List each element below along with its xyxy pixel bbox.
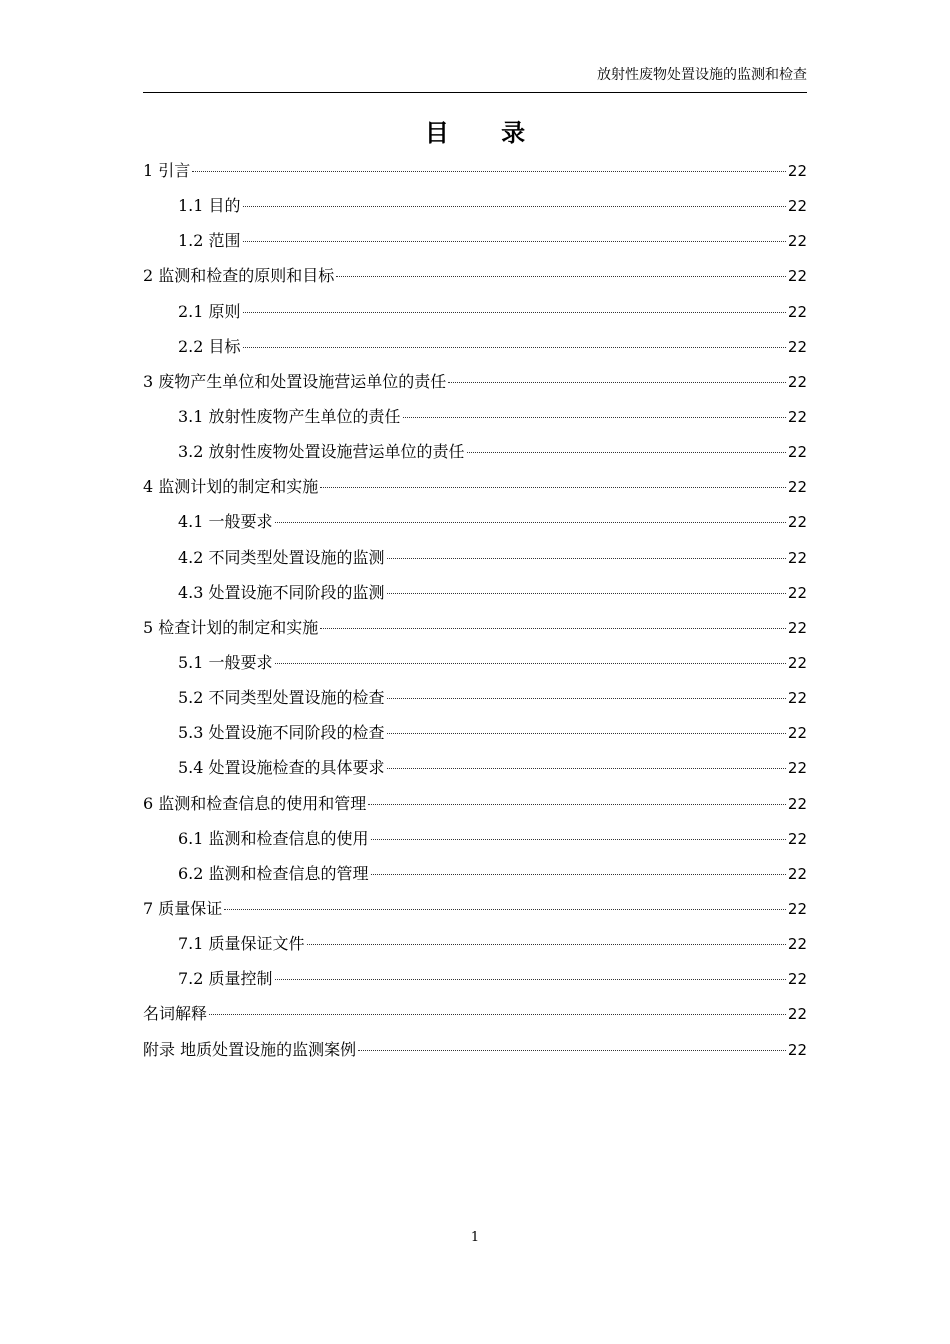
toc-entry-page: 22 (787, 1040, 807, 1059)
toc-entry-label: 4 监测计划的制定和实施 (143, 477, 319, 497)
toc-entry-page: 22 (787, 899, 807, 918)
toc-entry-page: 22 (787, 443, 807, 462)
toc-entry-label: 6.1 监测和检查信息的使用 (178, 828, 369, 848)
toc-dot-leader (387, 733, 786, 734)
toc-entry-page: 22 (787, 864, 807, 883)
toc-entry[interactable] (143, 504, 807, 539)
toc-dot-leader (192, 171, 786, 172)
toc-entry-label: 1.1 目的 (178, 196, 241, 216)
toc-entry-label: 5.4 处置设施检查的具体要求 (178, 758, 385, 778)
toc-entry-label: 4.1 一般要求 (178, 512, 273, 532)
table-of-contents (143, 153, 807, 1067)
toc-entry-page: 22 (787, 1005, 807, 1024)
toc-entry-label: 7 质量保证 (143, 898, 223, 918)
toc-entry-page: 22 (787, 232, 807, 251)
toc-entry[interactable] (143, 399, 807, 434)
toc-entry-page: 22 (787, 407, 807, 426)
toc-entry[interactable] (143, 926, 807, 961)
toc-dot-leader (243, 206, 786, 207)
toc-entry[interactable] (143, 469, 807, 504)
toc-entry-label: 5 检查计划的制定和实施 (143, 617, 319, 637)
toc-entry[interactable] (143, 610, 807, 645)
toc-entry-label: 6 监测和检查信息的使用和管理 (143, 793, 367, 813)
toc-heading: 目 录 (424, 119, 548, 147)
page-number: 1 (470, 1230, 480, 1245)
toc-entry[interactable] (143, 891, 807, 926)
toc-entry[interactable] (143, 961, 807, 996)
toc-entry[interactable] (143, 996, 807, 1031)
toc-entry-page: 22 (787, 583, 807, 602)
toc-entry-page: 22 (787, 513, 807, 532)
toc-dot-leader (224, 909, 786, 910)
toc-entry[interactable] (143, 750, 807, 785)
toc-entry-label: 6.2 监测和检查信息的管理 (178, 863, 369, 883)
toc-dot-leader (243, 347, 786, 348)
toc-dot-leader (371, 839, 786, 840)
toc-entry-page: 22 (787, 935, 807, 954)
toc-dot-leader (467, 452, 786, 453)
toc-entry-page: 22 (787, 197, 807, 216)
toc-dot-leader (387, 593, 786, 594)
toc-entry[interactable] (143, 364, 807, 399)
toc-entry-page: 22 (787, 548, 807, 567)
toc-entry-label: 3.2 放射性废物处置设施营运单位的责任 (178, 442, 465, 462)
toc-entry-label: 4.3 处置设施不同阶段的监测 (178, 582, 385, 602)
toc-entry-label: 5.2 不同类型处置设施的检查 (178, 688, 385, 708)
toc-entry-label: 5.1 一般要求 (178, 652, 273, 672)
toc-entry-page: 22 (787, 372, 807, 391)
toc-entry-label: 5.3 处置设施不同阶段的检查 (178, 723, 385, 743)
toc-dot-leader (275, 663, 786, 664)
toc-entry-label: 附录 地质处置设施的监测案例 (143, 1039, 357, 1059)
toc-entry[interactable] (143, 715, 807, 750)
toc-entry[interactable] (143, 645, 807, 680)
toc-entry-label: 7.2 质量控制 (178, 969, 273, 989)
toc-entry[interactable] (143, 434, 807, 469)
toc-entry-page: 22 (787, 162, 807, 180)
toc-dot-leader (243, 241, 786, 242)
toc-entry[interactable] (143, 1032, 807, 1067)
toc-dot-leader (336, 276, 786, 277)
toc-entry[interactable] (143, 821, 807, 856)
toc-dot-leader (387, 558, 786, 559)
toc-entry-page: 22 (787, 724, 807, 743)
toc-entry-page: 22 (787, 970, 807, 989)
toc-entry-label: 7.1 质量保证文件 (178, 934, 305, 954)
toc-entry[interactable] (143, 856, 807, 891)
toc-dot-leader (275, 522, 786, 523)
toc-dot-leader (403, 417, 786, 418)
toc-entry-page: 22 (787, 794, 807, 813)
toc-dot-leader (371, 874, 786, 875)
toc-dot-leader (358, 1050, 786, 1051)
toc-entry-label: 2.2 目标 (178, 336, 241, 356)
toc-entry-label: 1 引言 (143, 161, 191, 180)
toc-dot-leader (368, 804, 786, 805)
toc-entry-label: 名词解释 (143, 1004, 208, 1024)
toc-dot-leader (243, 312, 786, 313)
toc-entry[interactable] (143, 329, 807, 364)
toc-dot-leader (387, 768, 786, 769)
toc-entry-label: 3.1 放射性废物产生单位的责任 (178, 406, 401, 426)
toc-entry[interactable] (143, 188, 807, 223)
toc-entry[interactable] (143, 540, 807, 575)
toc-entry-page: 22 (787, 653, 807, 672)
toc-entry[interactable] (143, 294, 807, 329)
toc-entry-page: 22 (787, 302, 807, 321)
toc-entry[interactable] (143, 258, 807, 293)
toc-entry-page: 22 (787, 267, 807, 286)
toc-entry[interactable] (143, 680, 807, 715)
toc-entry-label: 2.1 原则 (178, 301, 241, 321)
toc-dot-leader (320, 628, 786, 629)
toc-dot-leader (209, 1014, 786, 1015)
header-divider (143, 92, 807, 93)
toc-entry-page: 22 (787, 618, 807, 637)
toc-entry[interactable] (143, 575, 807, 610)
toc-entry-page: 22 (787, 759, 807, 778)
toc-dot-leader (275, 979, 786, 980)
toc-entry-label: 1.2 范围 (178, 231, 241, 251)
toc-entry-page: 22 (787, 478, 807, 497)
toc-dot-leader (448, 382, 786, 383)
toc-entry[interactable] (143, 786, 807, 821)
toc-dot-leader (320, 487, 786, 488)
toc-dot-leader (387, 698, 786, 699)
running-header-title: 放射性废物处置设施的监测和检查 (597, 67, 807, 83)
toc-entry-label: 4.2 不同类型处置设施的监测 (178, 547, 385, 567)
toc-entry[interactable] (143, 223, 807, 258)
toc-entry-label: 2 监测和检查的原则和目标 (143, 266, 335, 286)
toc-entry-page: 22 (787, 689, 807, 708)
toc-entry-label: 3 废物产生单位和处置设施营运单位的责任 (143, 371, 447, 391)
toc-entry-page: 22 (787, 829, 807, 848)
toc-dot-leader (307, 944, 786, 945)
toc-entry-page: 22 (787, 337, 807, 356)
toc-entry[interactable] (143, 153, 807, 188)
